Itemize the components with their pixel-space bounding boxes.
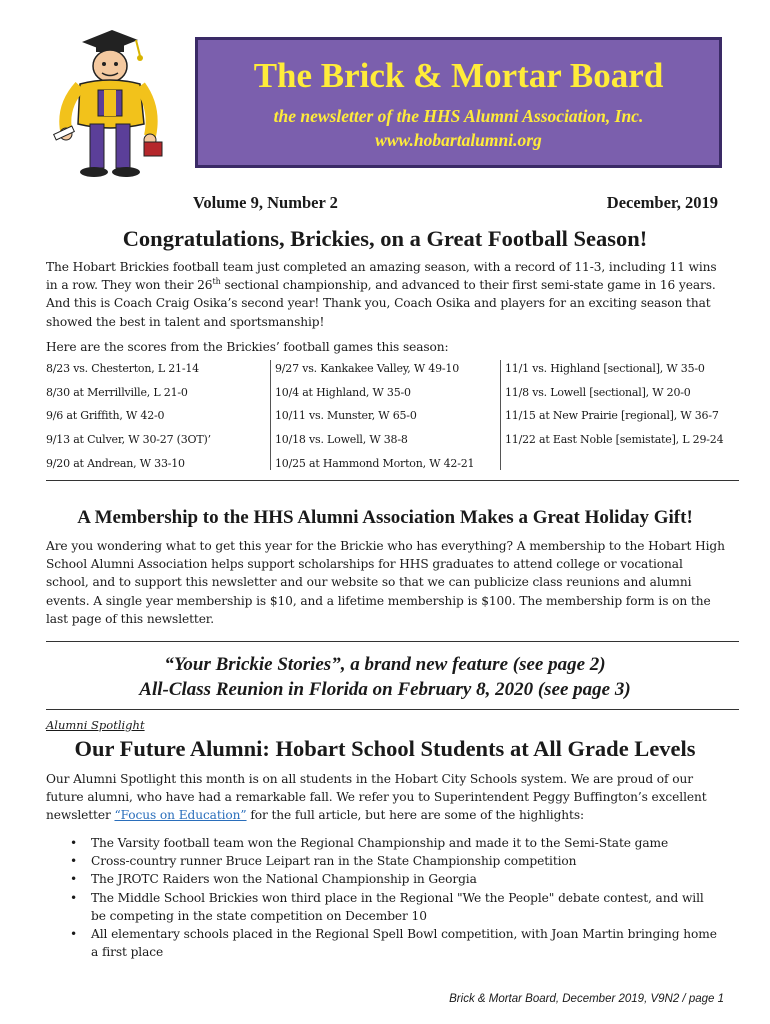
score-entry: 8/23 vs. Chesterton, L 21-14 (46, 362, 199, 375)
volume-number: Volume 9, Number 2 (193, 193, 338, 212)
newsletter-banner (195, 37, 722, 168)
highlights-list (70, 834, 720, 961)
list-item: • Cross-country runner Bruce Leipart ran in the State Championship competition (70, 852, 720, 870)
feature-announcement-1: “Your Brickie Stories”, a brand new feature (see page 2) (164, 654, 606, 675)
website-url[interactable]: www.hobartalumni.org (375, 130, 542, 150)
list-item: • The Middle School Brickies won third place in the Regional "We the People" debate contest, and will be competing in the state competition on December 10 (70, 889, 720, 925)
spotlight-heading: Our Future Alumni: Hobart School Students at All Grade Levels (74, 736, 696, 761)
score-entry: 11/15 at New Prairie [regional], W 36-7 (505, 409, 719, 423)
alumni-spotlight-label: Alumni Spotlight (46, 718, 145, 732)
membership-paragraph: Are you wondering what to get this year for the Brickie who has everything? A membership to the Hobart High School Alumni Association helps support scholarships for HHS graduates to attend college or vocational school, and to support this newsletter and our website so that we can publicize class reunions and alumni events. A single year membership is $10, and a lifetime membership is $100. The membership form is on the last page of this newsletter. (46, 539, 725, 626)
membership-heading: A Membership to the HHS Alumni Association Makes a Great Holiday Gift! (77, 507, 693, 528)
scores-column-2 (270, 360, 498, 470)
newsletter-subtitle: the newsletter of the HHS Alumni Association, Inc. (273, 106, 644, 126)
scores-table (46, 360, 726, 470)
list-item: • The Varsity football team won the Regional Championship and made it to the Semi-State game (70, 834, 720, 852)
football-heading: Congratulations, Brickies, on a Great Football Season! (122, 226, 648, 251)
score-entry: 9/20 at Andrean, W 33-10 (46, 456, 185, 470)
score-entry: 10/11 vs. Munster, W 65-0 (275, 409, 417, 423)
score-entry: 10/25 at Hammond Morton, W 42-21 (275, 456, 475, 470)
scores-column-3 (500, 360, 726, 470)
score-entry: 11/22 at East Noble [semistate], L 29-24 (505, 433, 724, 447)
issue-date: December, 2019 (606, 193, 718, 212)
brickie-mascot-logo (40, 26, 175, 182)
page-footer: Brick & Mortar Board, December 2019, V9N2 / page 1 (449, 993, 724, 1005)
scores-intro: Here are the scores from the Brickies’ football games this season: (46, 340, 449, 354)
newsletter-title: The Brick & Mortar Board (253, 56, 664, 95)
focus-on-education-link[interactable]: “Focus on Education” (114, 808, 247, 823)
spotlight-paragraph: Our Alumni Spotlight this month is on all students in the Hobart City Schools system. We are proud of our future alumni, who have had a remarkable fall. We refer you to Superintendent Peggy Buffington’s excellent newsletter “Focus on Education” for the full article, but here are some of the highlights: (46, 772, 707, 823)
list-item: • The JROTC Raiders won the National Championship in Georgia (70, 870, 720, 888)
divider (46, 480, 739, 481)
list-item: • All elementary schools placed in the Regional Spell Bowl competition, with Joan Martin bringing home a first place (70, 925, 720, 961)
score-entry: 8/30 at Merrillville, L 21-0 (46, 385, 188, 399)
score-entry: 10/18 vs. Lowell, W 38-8 (275, 433, 408, 447)
scores-column-1 (46, 360, 268, 478)
score-entry: 9/27 vs. Kankakee Valley, W 49-10 (275, 362, 460, 375)
score-entry: 11/1 vs. Highland [sectional], W 35-0 (505, 362, 705, 375)
football-paragraph: The Hobart Brickies football team just completed an amazing season, with a record of 11-3, including 11 wins in a row. They won their 26th sectional championship, and advanced to their first semi-state game in 16 years. And this is Coach Craig Osika’s second year! Thank you, Coach Osika and players for an exciting season that showed the best in talent and sportsmanship! (46, 260, 717, 329)
divider (46, 641, 739, 642)
score-entry: 9/6 at Griffith, W 42-0 (46, 409, 165, 423)
score-entry: 9/13 at Culver, W 30-27 (3OT)’ (46, 433, 211, 447)
feature-announcement-2: All-Class Reunion in Florida on February 8, 2020 (see page 3) (139, 679, 631, 700)
score-entry: 10/4 at Highland, W 35-0 (275, 385, 411, 399)
score-entry: 11/8 vs. Lowell [sectional], W 20-0 (505, 385, 691, 399)
divider (46, 709, 739, 710)
